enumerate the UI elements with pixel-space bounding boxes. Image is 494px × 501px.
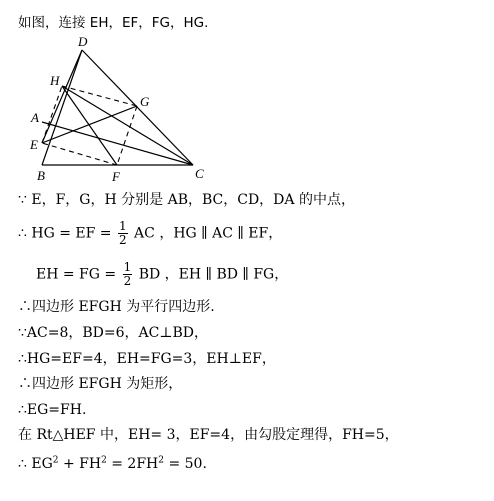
dashed-GF [117,106,137,165]
segment-HF [62,86,117,165]
point-label-B: B [37,168,45,183]
point-label-F: F [112,169,120,184]
step-2 [18,220,282,247]
step-2-left: ∴ HG = EF = [18,225,112,242]
step-3-left: EH = FG = [36,266,117,283]
step-4: ∴四边形 EFGH 为平行四边形. [18,299,215,315]
step-1: ∵ E，F，G，H 分别是 AB，BC，CD，DA 的中点， [18,192,355,208]
fraction-one-half: $\frac{1}{2}$ [118,219,127,247]
dashed-FE [42,143,117,165]
intro-text: 如图，连接 EH，EF，FG，HG. [18,15,209,31]
point-label-E: E [30,137,38,152]
step-3-right: BD ，EH ∥ BD ∥ FG， [138,266,289,283]
segment-AC [42,122,193,165]
point-label-C: C [195,166,204,181]
point-label-H: H [50,73,60,88]
step-9: 在 Rt△HEF 中，EH= 3，EF=4，由勾股定理得，FH=5， [18,427,399,443]
step-8: ∴EG=FH. [18,402,87,418]
step-3 [36,261,288,288]
segment-BD [42,50,82,165]
fraction-one-half: $\frac{1}{2}$ [123,260,132,288]
step-7: ∴四边形 EFGH 为矩形， [18,376,183,392]
step-6: ∴HG=EF=4，EH=FG=3，EH⊥EF， [18,351,276,367]
step-2-right: AC ，HG ∥ AC ∥ EF， [134,225,283,242]
step-10: ∴ $EG^2 + FH^2 = 2FH^2 = 50$. [18,455,207,472]
step-5: ∵AC=8，BD=6，AC⊥BD， [18,325,209,341]
segment-ED [42,50,82,143]
point-label-G: G [140,94,150,109]
point-label-A: A [31,110,39,125]
point-label-D: D [78,34,88,49]
